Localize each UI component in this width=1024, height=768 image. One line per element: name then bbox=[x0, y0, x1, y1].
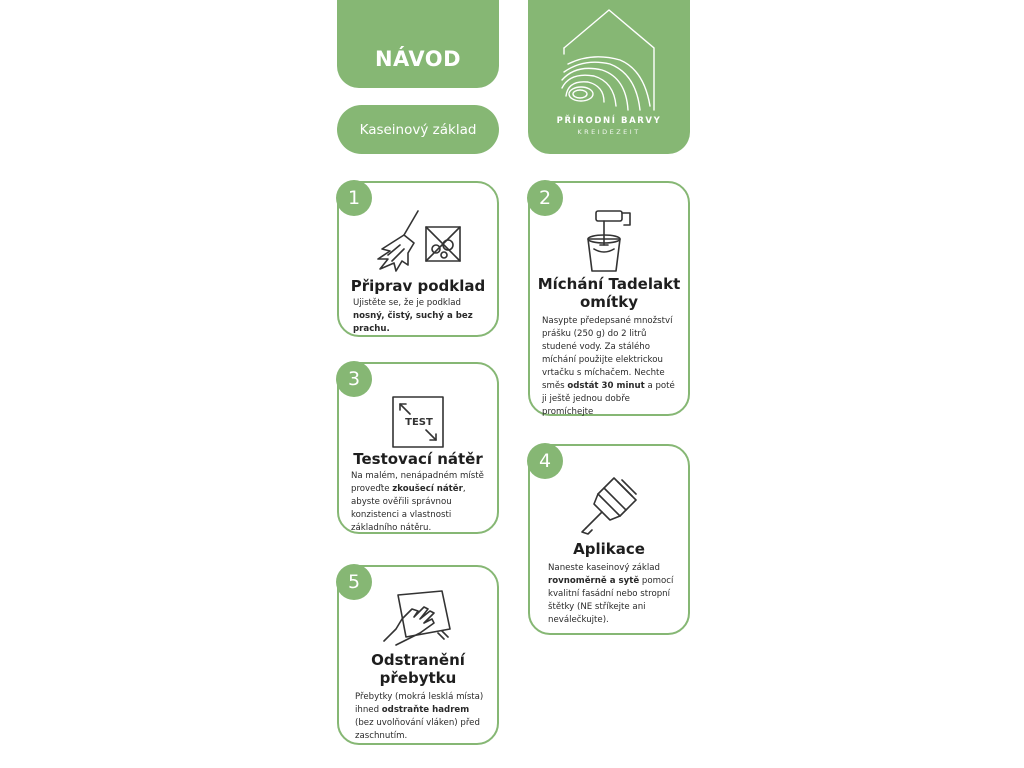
step-number-badge: 1 bbox=[336, 180, 372, 216]
step-title: Míchání Tadelakt omítky bbox=[537, 275, 681, 311]
page-title-box bbox=[337, 0, 499, 88]
step-card-2 bbox=[528, 181, 690, 416]
step-card-1 bbox=[337, 181, 499, 337]
product-subtitle: Kaseinový základ bbox=[359, 121, 477, 138]
step-number-badge: 3 bbox=[336, 361, 372, 397]
step-card-4 bbox=[528, 444, 690, 635]
step-description: Na malém, nenápadném místě proveďte zkoušecí nátěr, abyste ověřili správnou konzistenci a vlastnosti základního nátěru. bbox=[351, 471, 484, 533]
step-title: Odstranění přebytku bbox=[371, 651, 465, 687]
drill-mixer-bucket-icon bbox=[530, 205, 688, 275]
test-square-icon bbox=[339, 394, 497, 450]
logo-brand-sub: KREIDEZEIT bbox=[577, 128, 641, 136]
duster-and-no-dirt-icon bbox=[339, 205, 497, 275]
step-card-5 bbox=[337, 565, 499, 745]
step-card-3 bbox=[337, 362, 499, 534]
page-title: NÁVOD bbox=[374, 47, 462, 71]
step-number-badge: 2 bbox=[527, 180, 563, 216]
house-wood-rings-logo-icon bbox=[554, 6, 664, 114]
test-icon-label: TEST bbox=[405, 417, 433, 428]
product-subtitle-box bbox=[337, 105, 499, 154]
step-description: Přebytky (mokrá lesklá místa) ihned odstraňte hadrem (bez uvolňování vláken) před zaschnutím. bbox=[355, 692, 484, 741]
step-number-badge: 4 bbox=[527, 443, 563, 479]
step-title: Aplikace bbox=[573, 540, 645, 558]
step-description: Ujistěte se, že je podklad nosný, čistý, suchý a bez prachu. bbox=[353, 298, 473, 334]
logo-brand-name: PŘÍRODNÍ BARVY bbox=[556, 116, 662, 126]
step-title: Testovací nátěr bbox=[353, 450, 483, 468]
step-number-badge: 5 bbox=[336, 564, 372, 600]
paintbrush-icon bbox=[530, 470, 688, 536]
step-title: Připrav podklad bbox=[350, 277, 486, 295]
hand-wiping-cloth-icon bbox=[339, 585, 497, 647]
brand-logo-box bbox=[528, 0, 690, 154]
step-description: Nasypte předepsané množství prášku (250 g) do 2 litrů studené vody. Za stálého míchání použijte elektrickou vrtačku s míchačem. Nechte směs odstát 30 minut a poté ji ještě jednou dobře promíchejte bbox=[542, 316, 675, 417]
step-description: Naneste kaseinový základ rovnoměrně a sytě pomocí kvalitní fasádní nebo stropní štětky (NE stříkejte ani neválečkujte). bbox=[548, 563, 674, 625]
